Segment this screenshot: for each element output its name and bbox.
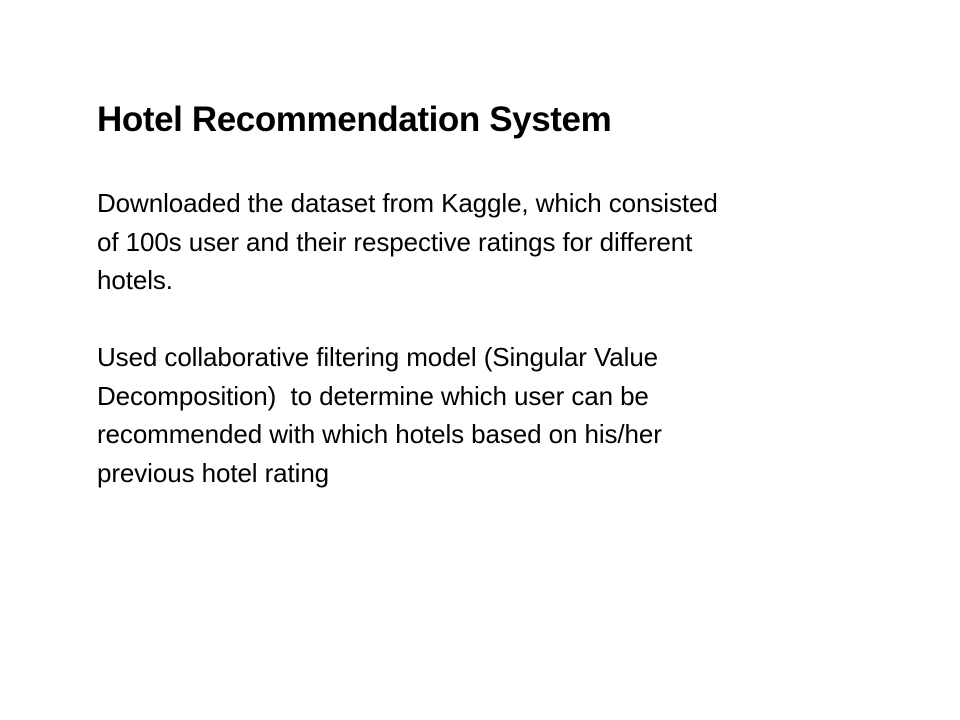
paragraph-line: previous hotel rating: [97, 457, 330, 488]
paragraph-line: recommended with which hotels based on his/her: [97, 419, 662, 449]
paragraph-spacer: [97, 300, 837, 339]
paragraph-line: of 100s user and their respective ratings for different: [97, 226, 693, 257]
paragraph-line: Decomposition) to determine which user can be: [97, 380, 649, 411]
slide-title: Hotel Recommendation System: [97, 100, 612, 139]
paragraph-line: Used collaborative filtering model (Singular Value: [97, 342, 659, 372]
paragraph-model: [97, 338, 837, 492]
paragraph-line: Downloaded the dataset from Kaggle, which consisted: [97, 188, 718, 218]
paragraph-line: hotels.: [97, 265, 173, 295]
paragraph-dataset: [97, 184, 837, 300]
slide-body: [97, 184, 837, 492]
